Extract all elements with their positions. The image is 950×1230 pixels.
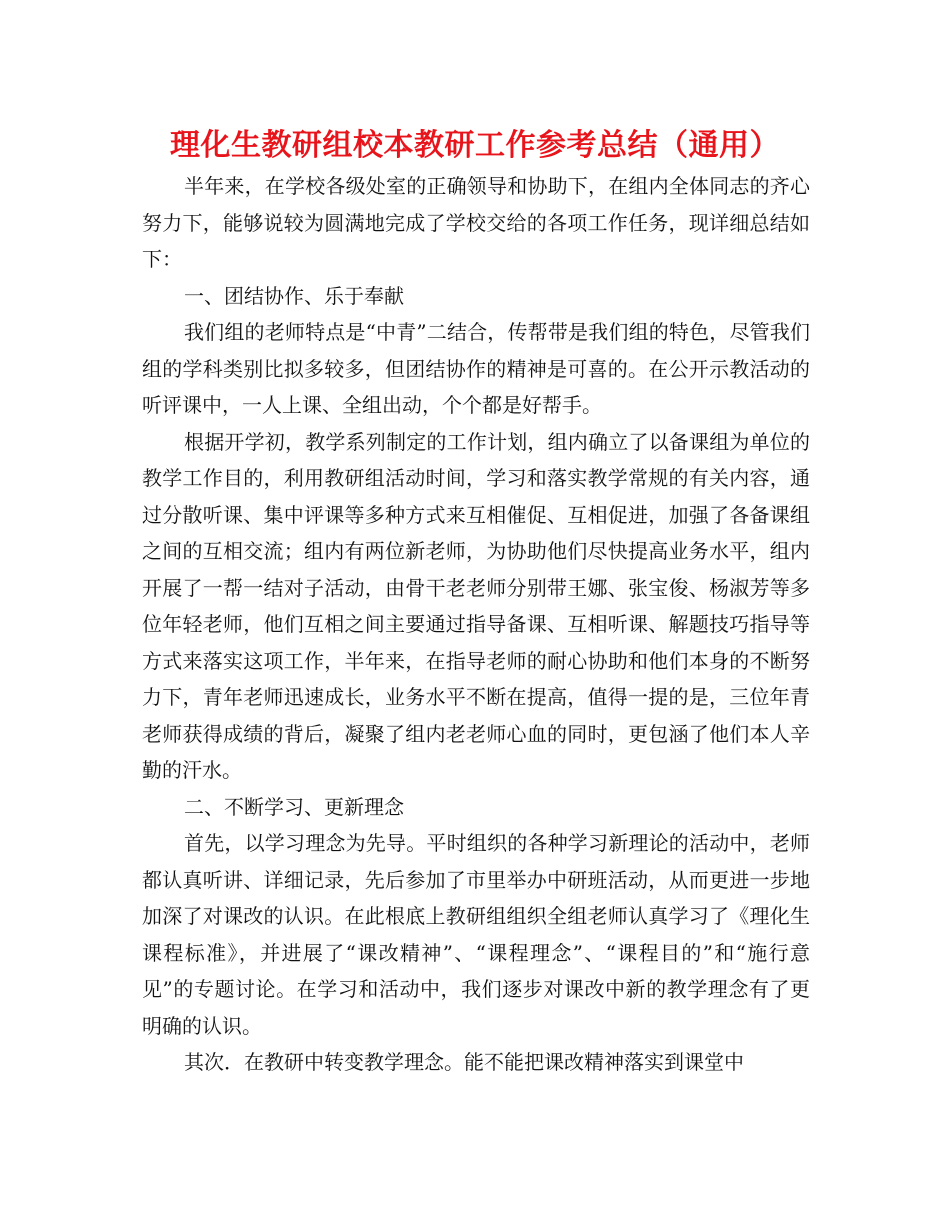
body-paragraph: 根据开学初，教学系列制定的工作计划，组内确立了以备课组为单位的教学工作目的，利用教研组活动时间，学习和落实教学常规的有关内容，通过分散听课、集中评课等多种方式来互相催促、互相促进，加强了各备课组之间的互相交流；组内有两位新老师，为协助他们尽快提高业务水平，组内开展了一帮一结对子活动，由骨干老老师分别带王娜、张宝俊、杨淑芳等多位年轻老师，他们互相之间主要通过指导备课、互相听课、解题技巧指导等方式来落实这项工作，半年来，在指导老师的耐心协助和他们本身的不断努力下，青年老师迅速成长，业务水平不断在提高，值得一提的是，三位年青老师获得成绩的背后，凝聚了组内老老师心血的同时，更包涵了他们本人辛勤的汗水。 [142, 429, 810, 782]
body-paragraph: 首先，以学习理念为先导。平时组织的各种学习新理论的活动中，老师都认真听讲、详细记录，先后参加了市里举办中研班活动，从而更进一步地加深了对课改的认识。在此根底上教研组组织全组老师认真学习了《理化生课程标准》，并进展了“课改精神”、“课程理念”、“课程目的”和“施行意见”的专题讨论。在学习和活动中，我们逐步对课改中新的教学理念有了更明确的认识。 [142, 831, 810, 1038]
document-body [142, 168, 810, 1081]
document-title: 理化生教研组校本教研工作参考总结（通用） [170, 128, 780, 163]
section-heading-1: 一、团结协作、乐于奉献 [184, 283, 404, 308]
section-heading-2: 二、不断学习、更新理念 [184, 794, 404, 819]
body-paragraph: 我们组的老师特点是“中青”二结合，传帮带是我们组的特色，尽管我们组的学科类别比拟多较多，但团结协作的精神是可喜的。在公开示教活动的听评课中，一人上课、全组出动，个个都是好帮手。 [142, 320, 810, 417]
body-paragraph: 其次．在教研中转变教学理念。能不能把课改精神落实到课堂中 [184, 1050, 744, 1074]
intro-paragraph: 半年来，在学校各级处室的正确领导和协助下，在组内全体同志的齐心努力下，能够说较为圆满地完成了学校交给的各项工作任务，现详细总结如下： [142, 174, 810, 271]
